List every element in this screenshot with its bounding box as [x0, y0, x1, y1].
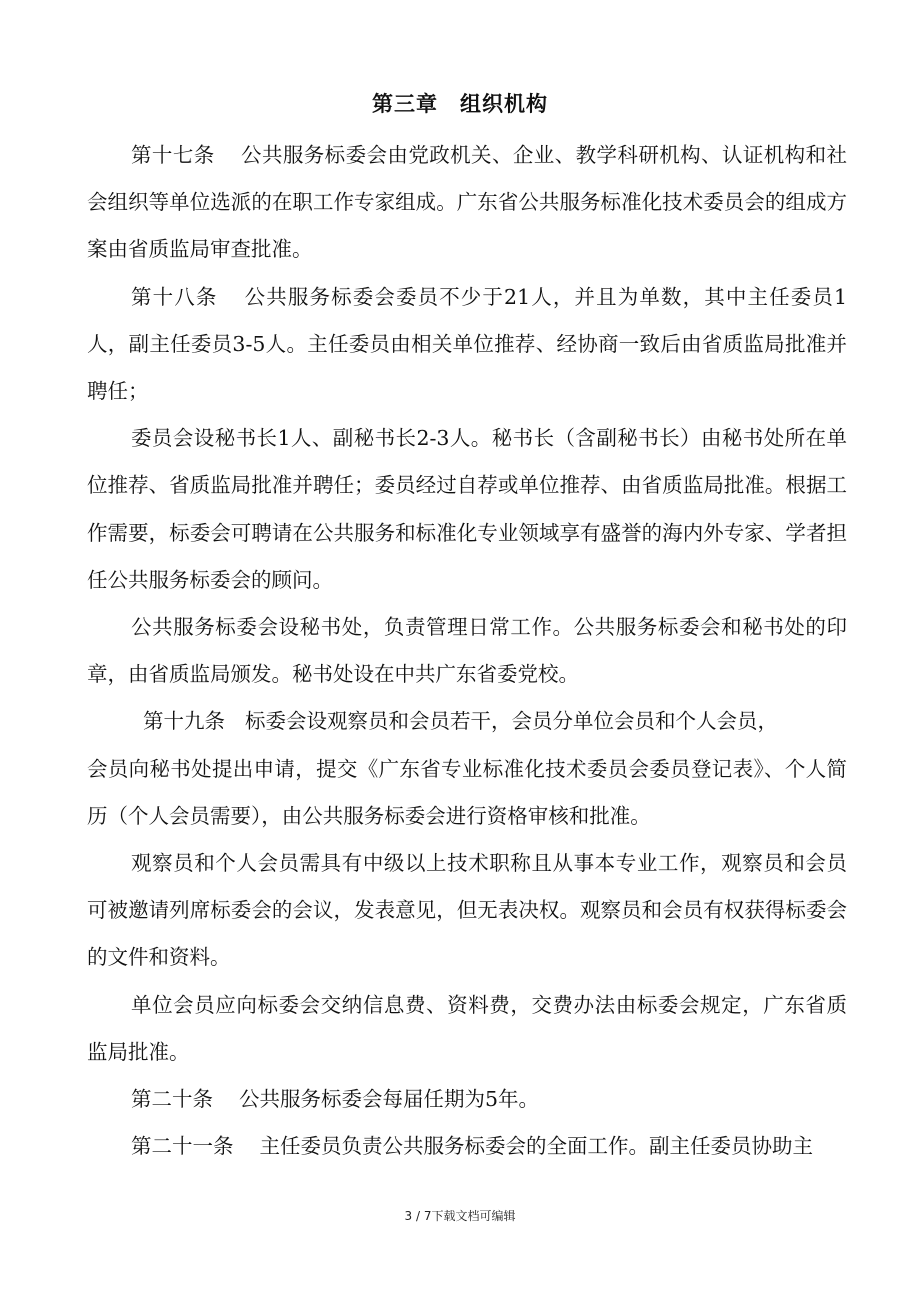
paragraph-unit-members	[87, 982, 847, 1076]
page-footer: 3 / 7下载文档可编辑	[404, 1209, 516, 1223]
paragraph-text: 委员会设秘书长1人、副秘书长2-3人。秘书长（含副秘书长）由秘书处所在单位推荐、省质监局批准并聘任；委员经过自荐或单位推荐、由省质监局批准。根据工作需要，标委会可聘请在公共服务和标准化专业领域享有盛誉的海内外专家、学者担任公共服务标委会的顾问。	[87, 426, 847, 592]
article-text: 标委会设观察员和会员若干，会员分单位会员和个人会员，	[245, 709, 778, 734]
article-18	[87, 274, 847, 416]
article-19-continued: 会员向秘书处提出申请，提交《广东省专业标准化技术委员会委员登记表》、个人简历（个人会员需要），由公共服务标委会进行资格审核和批准。	[87, 756, 847, 828]
article-19	[87, 698, 847, 745]
chapter-title: 第三章 组织机构	[372, 92, 548, 116]
article-text: 公共服务标委会由党政机关、企业、教学科研机构、认证机构和社会组织等单位选派的在职工作专家组成。广东省公共服务标准化技术委员会的组成方案由省质监局审查批准。	[87, 143, 848, 262]
paragraph-secretary-general	[87, 415, 847, 604]
article-label: 第十七条	[131, 143, 215, 167]
paragraph-observers	[87, 840, 847, 982]
document-body	[87, 132, 847, 1170]
paragraph-text: 观察员和个人会员需具有中级以上技术职称且从事本专业工作，观察员和会员可被邀请列席标委会的会议，发表意见，但无表决权。观察员和会员有权获得标委会的文件和资料。	[87, 851, 847, 970]
article-text: 主任委员负责公共服务标委会的全面工作。副主任委员协助主	[259, 1134, 813, 1159]
paragraph-secretariat	[87, 604, 847, 698]
article-text: 公共服务标委会每届任期为5年。	[239, 1087, 540, 1112]
article-text: 公共服务标委会委员不少于21人，并且为单数，其中主任委员1人，副主任委员3-5人。主任委员由相关单位推荐、经协商一致后由省质监局批准并聘任；	[87, 284, 847, 404]
article-label: 第十九条	[143, 709, 225, 734]
article-label: 第十八条	[131, 284, 218, 309]
article-20	[87, 1076, 847, 1123]
paragraph-text: 公共服务标委会设秘书处，负责管理日常工作。公共服务标委会和秘书处的印章，由省质监局颁发。秘书处设在中共广东省委党校。	[87, 615, 847, 687]
article-label: 第二十一条	[131, 1134, 234, 1159]
paragraph-text: 单位会员应向标委会交纳信息费、资料费，交费办法由标委会规定，广东省质监局批准。	[87, 992, 847, 1064]
article-21	[87, 1123, 847, 1170]
article-17	[87, 132, 847, 274]
article-label: 第二十条	[131, 1087, 213, 1112]
